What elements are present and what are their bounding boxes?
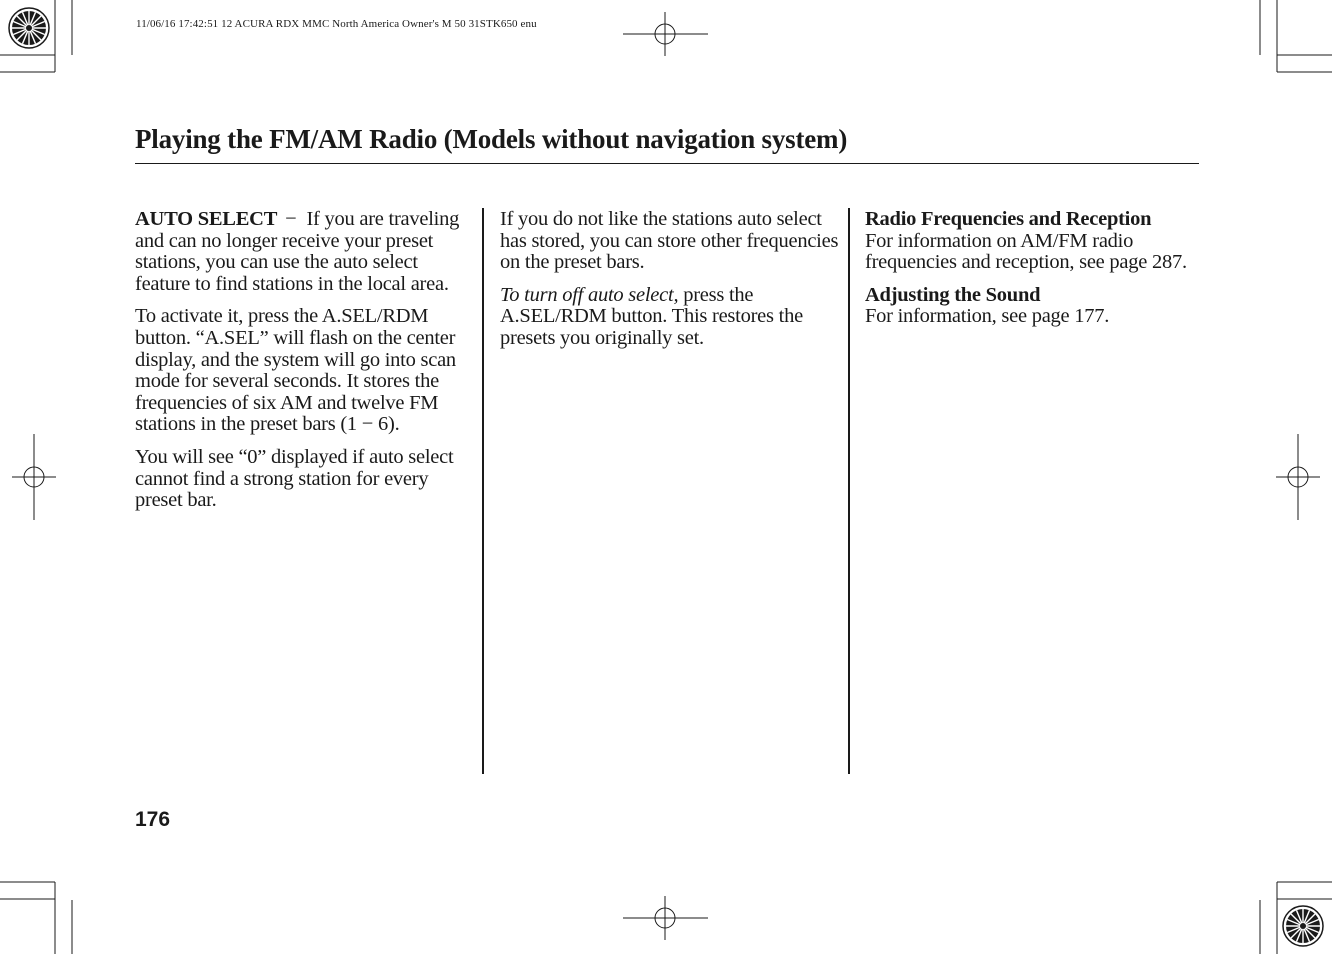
- reception-heading: Radio Frequencies and Reception: [865, 208, 1152, 230]
- column-3: [865, 209, 1205, 339]
- zero-display-paragraph: You will see “0” displayed if auto select cannot find a strong station for every preset bar.: [135, 445, 454, 512]
- column-1: [135, 209, 475, 523]
- auto-select-text: If you are traveling and can no longer receive your preset stations, you can use the auto select feature to find stations in the local area.: [135, 208, 460, 295]
- registration-mark-top-icon: [623, 12, 708, 56]
- page-title: Playing the FM/AM Radio (Models without navigation system): [135, 124, 848, 154]
- store-other-paragraph: If you do not like the stations auto select has stored, you can store other frequencies on the preset bars.: [500, 208, 839, 274]
- activate-paragraph: To activate it, press the A.SEL/RDM button. “A.SEL” will flash on the center display, and the system will go into scan mode for several seconds. It stores the frequencies of six AM and twelve FM stations in the preset bars (1 − 6).: [135, 305, 456, 436]
- auto-select-heading: AUTO SELECT: [135, 208, 278, 230]
- column-divider-2: [848, 208, 850, 774]
- sound-text: For information, see page 177.: [865, 305, 1110, 328]
- column-2: [500, 209, 840, 361]
- heading-dash: −: [285, 208, 297, 230]
- registration-mark-left-icon: [12, 434, 56, 520]
- star-target-top-left-icon: [9, 8, 49, 48]
- column-divider-1: [482, 208, 484, 774]
- auto-select-paragraph: [135, 209, 475, 295]
- print-slug: 11/06/16 17:42:51 12 ACURA RDX MMC North America Owner's M 50 31STK650 enu: [136, 18, 537, 30]
- star-target-bottom-right-icon: [1283, 906, 1323, 946]
- page-number: 176: [135, 808, 171, 831]
- reception-text: For information on AM/FM radio frequencies and reception, see page 287.: [865, 229, 1187, 274]
- registration-mark-right-icon: [1276, 434, 1320, 520]
- turn-off-text: press the A.SEL/RDM button. This restores the presets you originally set.: [500, 283, 803, 349]
- title-divider: [135, 163, 1199, 164]
- sound-heading: Adjusting the Sound: [865, 283, 1041, 306]
- turn-off-paragraph: [500, 285, 840, 350]
- registration-mark-bottom-icon: [623, 896, 708, 940]
- sound-paragraph: [865, 285, 1205, 328]
- turn-off-italic-lead: To turn off auto select,: [500, 283, 679, 306]
- reception-paragraph: [865, 209, 1205, 274]
